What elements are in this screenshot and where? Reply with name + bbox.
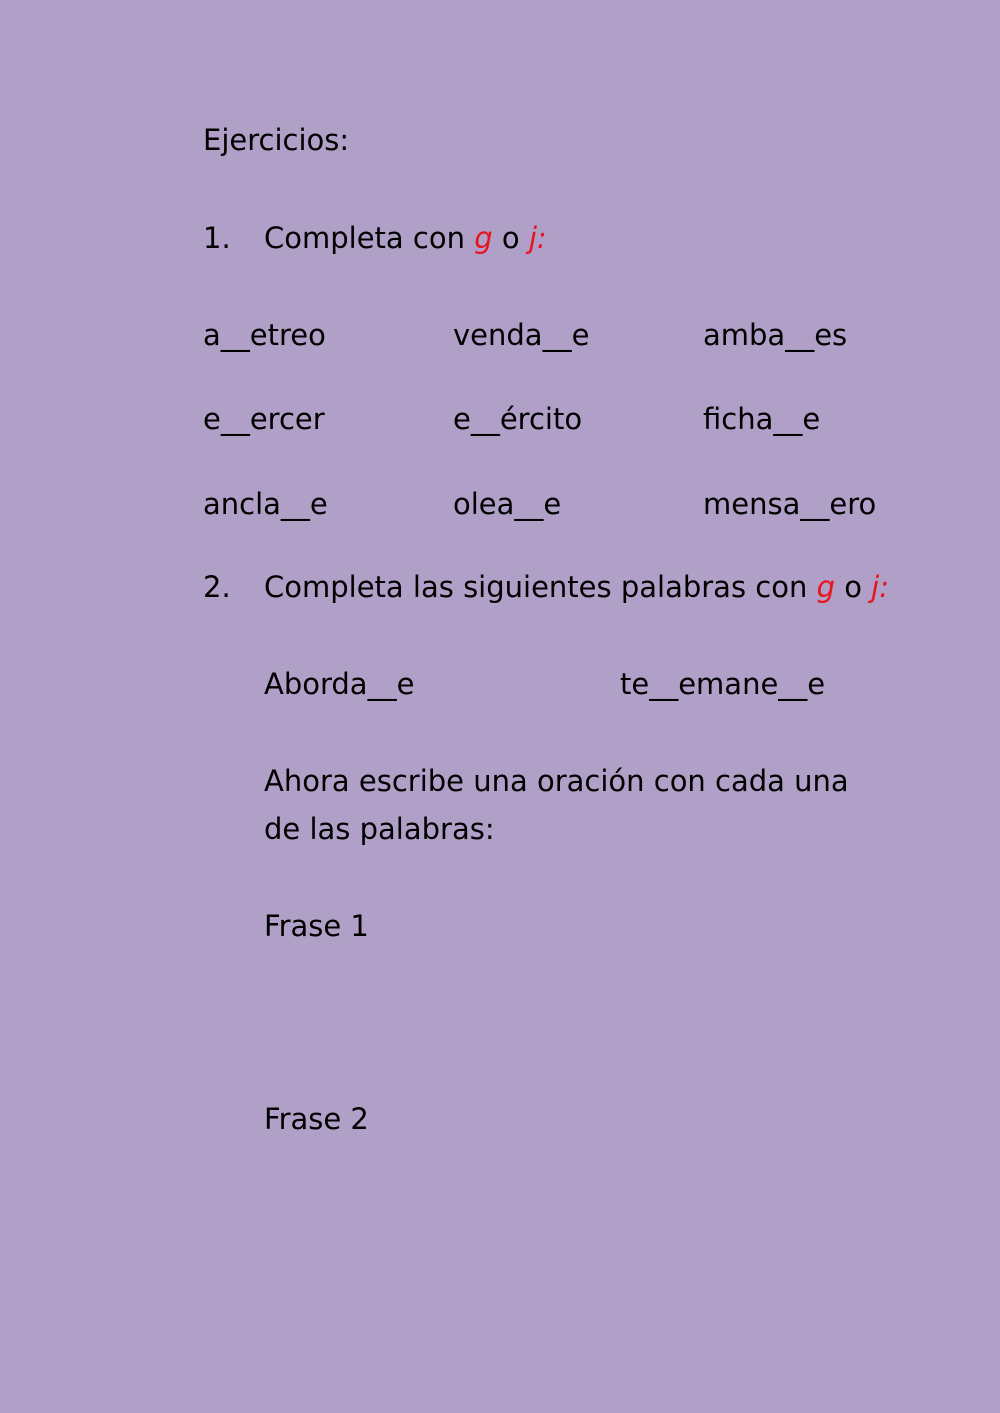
- phrase-1-label: Frase 1: [264, 909, 369, 943]
- word-cell: venda__e: [453, 318, 590, 352]
- exercise-1-number: 1.: [203, 221, 231, 255]
- exercise-1-letter-j: j: [528, 221, 537, 255]
- word-cell: a__etreo: [203, 318, 326, 352]
- exercise-1-heading: [203, 220, 547, 256]
- instruction-line-1: Ahora escribe una oración con cada una: [264, 764, 849, 798]
- exercise-2-colon: :: [879, 570, 890, 604]
- word-cell: mensa__ero: [703, 487, 877, 521]
- exercise-2-connector: o: [844, 570, 862, 604]
- exercise-2-heading: [203, 569, 889, 605]
- exercise-1-prompt: Completa con: [264, 221, 465, 255]
- exercise-2-number: 2.: [203, 570, 231, 604]
- word-cell: amba__es: [703, 318, 848, 352]
- exercise-1-letter-g: g: [474, 221, 493, 255]
- exercise-2-letter-j: j: [871, 570, 880, 604]
- word-cell: olea__e: [453, 487, 562, 521]
- word-cell: ancla__e: [203, 487, 328, 521]
- word-cell: Aborda__e: [264, 667, 415, 701]
- exercise-1-colon: :: [536, 221, 547, 255]
- exercise-2-letter-g: g: [816, 570, 835, 604]
- instruction-line-2: de las palabras:: [264, 812, 495, 846]
- word-cell: e__ercer: [203, 402, 325, 436]
- phrase-2-label: Frase 2: [264, 1102, 369, 1136]
- word-cell: te__emane__e: [620, 667, 826, 701]
- page-title: Ejercicios:: [203, 123, 350, 157]
- exercise-2-prompt: Completa las siguientes palabras con: [264, 570, 808, 604]
- word-cell: e__ército: [453, 402, 583, 436]
- word-cell: ficha__e: [703, 402, 821, 436]
- exercise-1-connector: o: [501, 221, 520, 255]
